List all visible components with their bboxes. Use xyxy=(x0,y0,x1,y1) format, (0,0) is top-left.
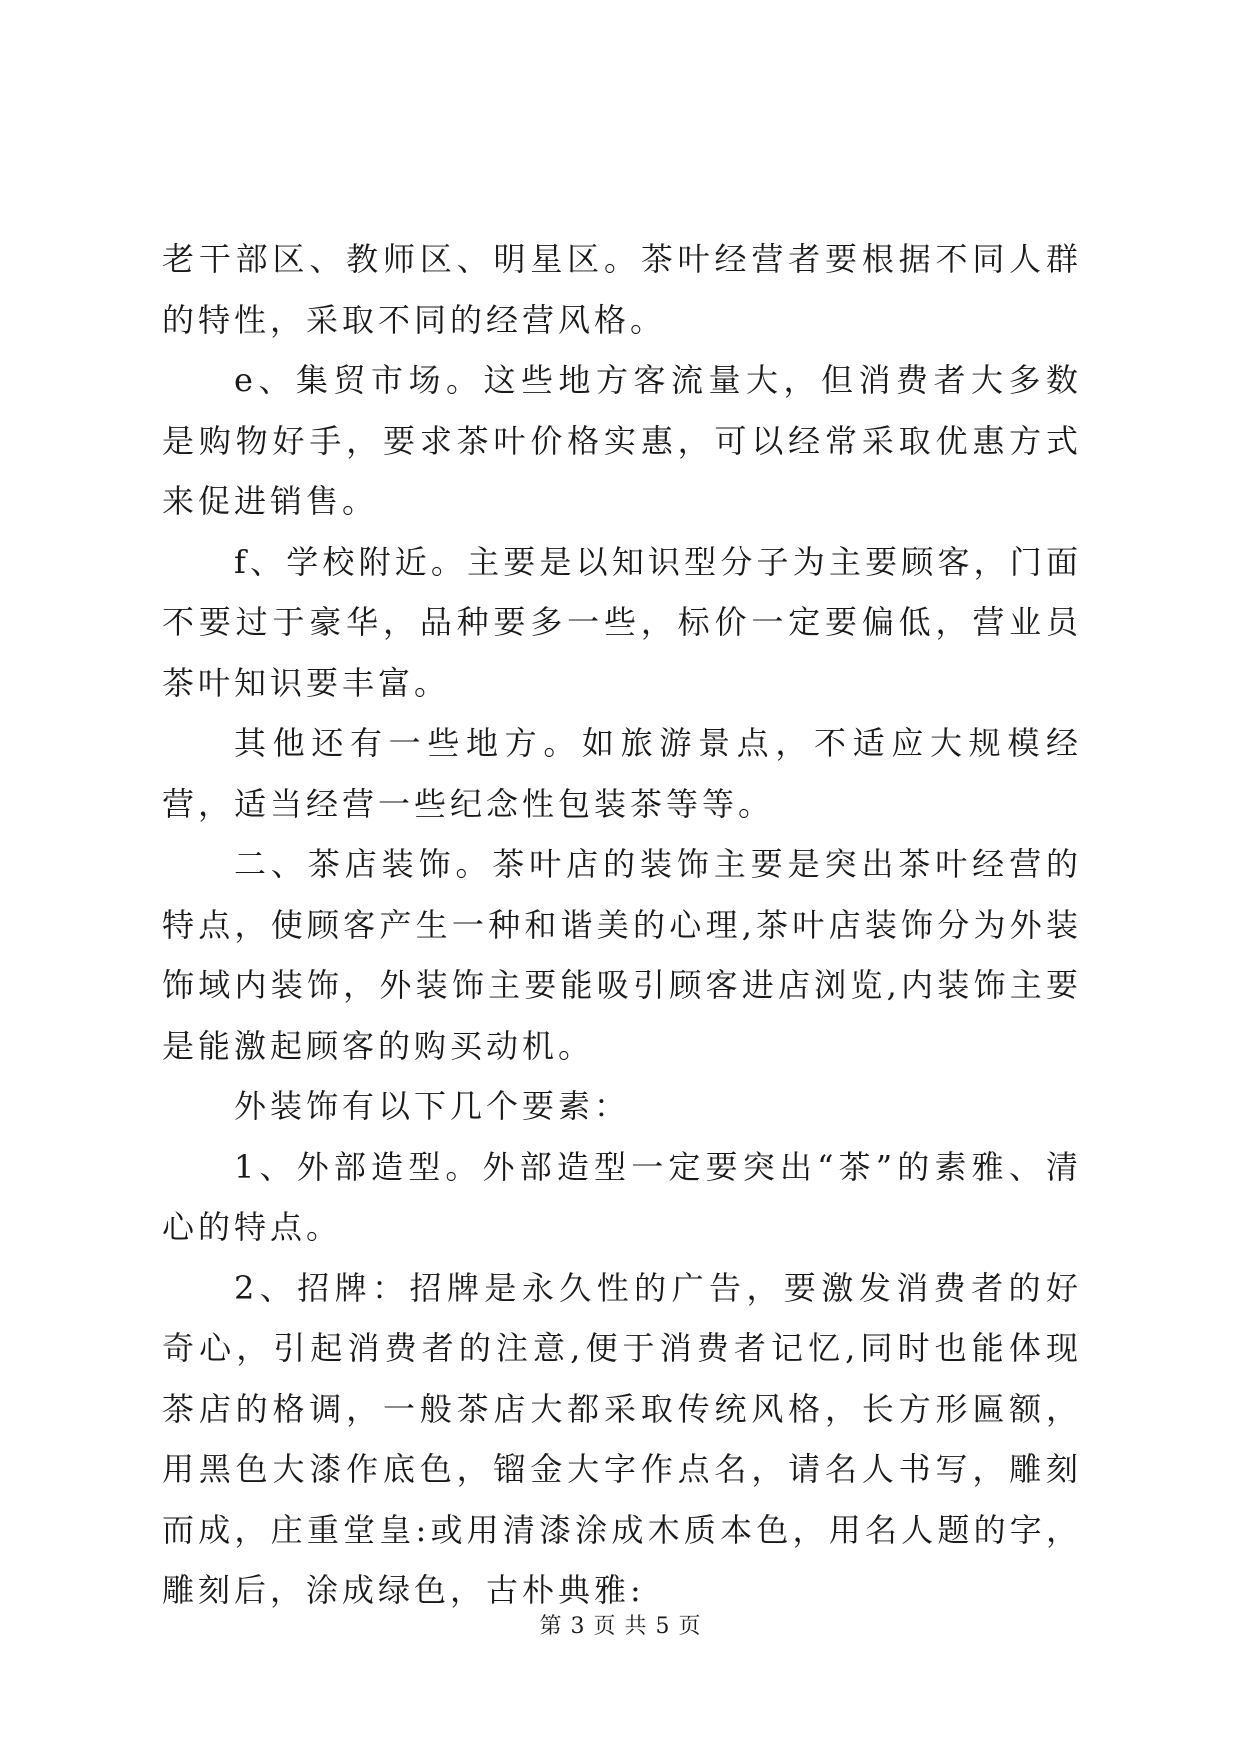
page-footer xyxy=(0,1609,1241,1640)
document-body xyxy=(162,229,1082,1621)
page-number: 第 3 页 共 5 页 xyxy=(539,1614,702,1639)
paragraph-decoration: 二、茶店装饰。茶叶店的装饰主要是突出茶叶经营的特点，使顾客产生一种和谐美的心理,茶叶店装饰分为外装饰域内装饰，外装饰主要能吸引顾客进店浏览,内装饰主要是能激起顾客的购买动机。 xyxy=(162,845,1082,1065)
paragraph-signboard: 2、招牌：招牌是永久性的广告，要激发消费者的好奇心，引起消费者的注意,便于消费者记忆,同时也能体现茶店的格调，一般茶店大都采取传统风格，长方形匾额，用黑色大漆作底色，镏金大字作点名，请名人书写，雕刻而成，庄重堂皇:或用清漆涂成木质本色，用名人题的字，雕刻后，涂成绿色，古朴典雅: xyxy=(162,1268,1082,1609)
paragraph-continuation: 老干部区、教师区、明星区。茶叶经营者要根据不同人群的特性，采取不同的经营风格。 xyxy=(162,240,1082,339)
paragraph-market: e、集贸市场。这些地方客流量大，但消费者大多数是购物好手，要求茶叶价格实惠，可以经常采取优惠方式来促进销售。 xyxy=(162,361,1082,520)
paragraph-exterior-elements: 外装饰有以下几个要素： xyxy=(234,1087,631,1125)
paragraph-other-places: 其他还有一些地方。如旅游景点，不适应大规模经营，适当经营一些纪念性包装茶等等。 xyxy=(162,724,1082,823)
paragraph-exterior-shape: 1、外部造型。外部造型一定要突出“茶”的素雅、清心的特点。 xyxy=(162,1147,1082,1246)
paragraph-school: f、学校附近。主要是以知识型分子为主要顾客，门面不要过于豪华，品种要多一些，标价一定要偏低，营业员茶叶知识要丰富。 xyxy=(162,542,1082,702)
